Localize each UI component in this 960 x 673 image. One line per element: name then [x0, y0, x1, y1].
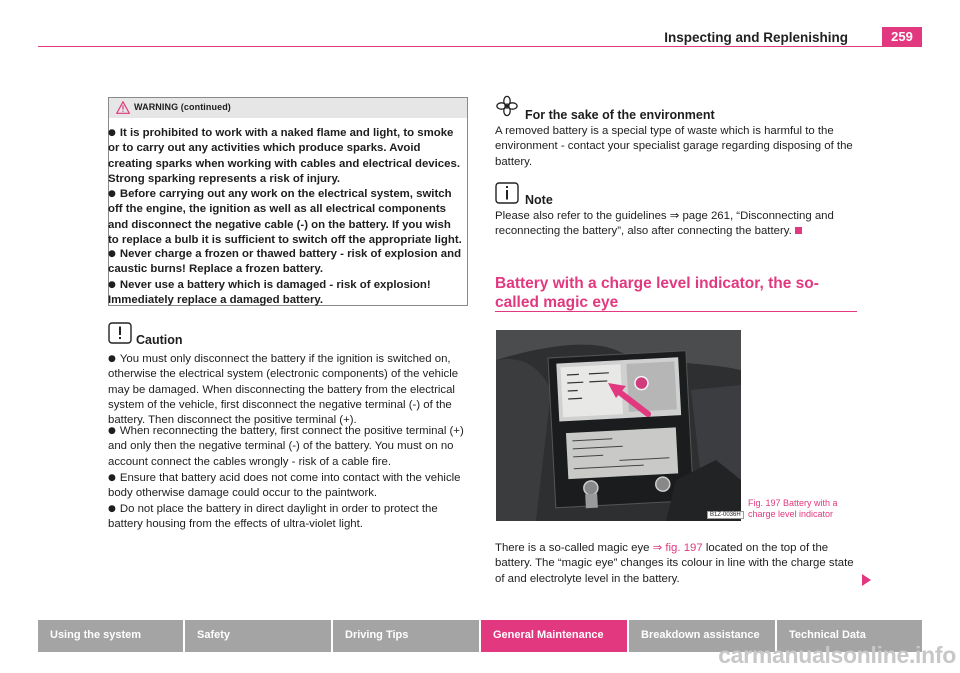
figure-code: B1Z-0036H — [707, 511, 744, 519]
page-number: 259 — [882, 27, 922, 46]
bullet: ● — [108, 426, 116, 436]
warning-triangle-icon — [116, 101, 130, 114]
tab-using-the-system[interactable]: Using the system — [38, 620, 183, 652]
note-heading: Note — [525, 193, 553, 207]
caution-icon — [108, 322, 132, 344]
battery-figure — [496, 330, 741, 521]
warning-item-4: ● Never use a battery which is damaged - risk of explosion! Immediately replace a damaged battery. — [108, 279, 431, 307]
tab-driving-tips[interactable]: Driving Tips — [333, 620, 479, 652]
caution-item-4: ● Do not place the battery in direct daylight in order to protect the battery housing from the effects of ultra-violet light. — [108, 503, 438, 531]
note-text: Please also refer to the guidelines ⇒ page 261, “Disconnecting and reconnecting the battery”, also after connecting the battery. — [495, 210, 834, 238]
bullet: ● — [108, 249, 116, 259]
bullet: ● — [108, 189, 116, 199]
section-end-marker — [795, 227, 802, 234]
bullet: ● — [108, 280, 116, 290]
caution-item-1: ● You must only disconnect the battery if the ignition is switched on, otherwise the electrical system (electronic components) of the vehicle may be damaged. When disconnecting the battery from the electrical system of the vehicle, first disconnect the negative terminal (-) of the battery. Then disconnect the positive terminal (+). — [108, 353, 459, 427]
note-info-icon — [495, 182, 519, 204]
tab-breakdown-assistance[interactable]: Breakdown assistance — [629, 620, 775, 652]
section-rule — [495, 311, 857, 312]
caution-heading: Caution — [136, 333, 183, 347]
section-heading: Battery with a charge level indicator, the so-called magic eye — [495, 275, 819, 311]
warning-item-1: ● It is prohibited to work with a naked flame and light, to smoke or to carry out any activities which produce sparks. Avoid creating sparks when working with cables and electrical devices. Strong sparking represents a risk of injury. — [108, 127, 460, 185]
tab-general-maintenance[interactable]: General Maintenance — [481, 620, 627, 652]
environment-flower-icon — [495, 95, 519, 117]
environment-text: A removed battery is a special type of waste which is harmful to the environment - contact your specialist garage regarding disposing of the battery. — [495, 125, 853, 168]
warning-heading: WARNING (continued) — [134, 102, 231, 112]
bullet: ● — [108, 473, 116, 483]
magic-eye-text: There is a so-called magic eye ⇒ fig. 197 located on the top of the battery. The “magic eye” changes its colour in line with the charge state of and electrolyte level in the battery. — [495, 542, 854, 585]
header-rule — [38, 46, 922, 47]
bullet: ● — [108, 504, 116, 514]
bullet: ● — [108, 128, 116, 138]
warning-item-2: ● Before carrying out any work on the electrical system, switch off the engine, the ignition as well as all electrical components and disconnect the negative cable (-) on the battery. If you wish to replace a bulb it is sufficient to switch off the appropriate light. — [108, 188, 462, 246]
bullet: ● — [108, 354, 116, 364]
figure-caption: Fig. 197 Battery with a charge level indicator — [748, 498, 838, 519]
tab-safety[interactable]: Safety — [185, 620, 331, 652]
caution-item-3: ● Ensure that battery acid does not come into contact with the vehicle body otherwise damage could occur to the paintwork. — [108, 472, 461, 500]
battery-photo-illustration — [496, 330, 741, 521]
page-header-title: Inspecting and Replenishing — [664, 30, 848, 45]
watermark: carmanualsonline.info — [718, 642, 956, 668]
continue-arrow-icon — [862, 574, 871, 586]
caution-item-2: ● When reconnecting the battery, first connect the positive terminal (+) and only then the negative terminal (-) of the battery. You must on no account connect the cables wrongly - risk of a cable fire. — [108, 425, 464, 468]
warning-item-3: ● Never charge a frozen or thawed battery - risk of explosion and caustic burns! Replace a frozen battery. — [108, 248, 462, 276]
figure-link[interactable]: ⇒ fig. 197 — [652, 542, 703, 554]
tab-technical-data[interactable]: Technical Data — [777, 620, 922, 652]
environment-heading: For the sake of the environment — [525, 108, 715, 122]
